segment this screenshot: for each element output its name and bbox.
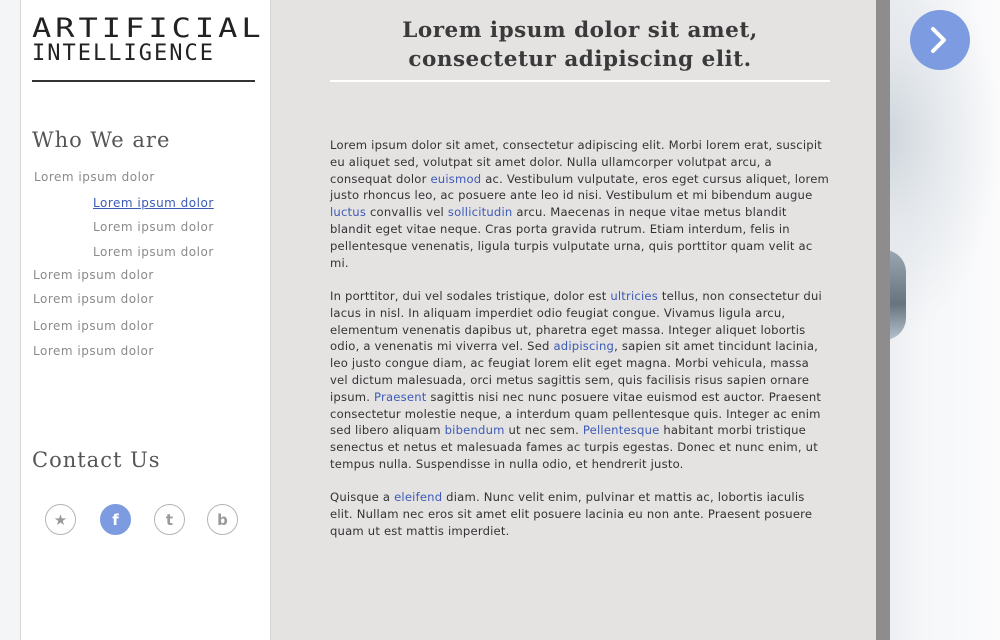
inline-link[interactable]: bibendum xyxy=(444,423,505,438)
page-title: Lorem ipsum dolor sit amet, consectetur adipiscing elit. xyxy=(402,18,758,72)
nav-item-5[interactable]: Lorem ipsum dolor xyxy=(33,344,154,358)
paragraph-text: diam. Nunc velit enim, pulvinar et mattis ac, lobortis iaculis elit. Nullam nec eros sit amet elit posuere lacinia eu non ante. Praesent posuere quam ut est mattis imperdiet. xyxy=(330,490,813,538)
inline-link[interactable]: luctus xyxy=(330,205,367,220)
nav-item-3[interactable]: Lorem ipsum dolor xyxy=(33,292,154,306)
who-we-are-heading: Who We are xyxy=(32,128,171,152)
inline-link[interactable]: eleifend xyxy=(394,490,443,505)
inline-link[interactable]: Pellentesque xyxy=(582,423,660,438)
nav-item-2[interactable]: Lorem ipsum dolor xyxy=(33,268,154,282)
contact-us-heading: Contact Us xyxy=(32,448,161,472)
inline-link[interactable]: euismod xyxy=(430,171,482,186)
title-divider xyxy=(330,80,830,82)
inline-link[interactable]: adipiscing xyxy=(553,339,615,354)
paragraph-text: convallis vel xyxy=(366,205,448,220)
logo-line-1: ARTIFICIAL xyxy=(32,12,265,44)
inline-link[interactable]: Praesent xyxy=(374,389,427,404)
paragraph-text: Lorem ipsum dolor sit amet, consectetur adipiscing elit. Morbi lorem erat, suscipit eu aliquet sed, volutpat sit amet dolor. Nulla ullamcorper volutpat arcu, a consequat dolor xyxy=(330,138,822,186)
paragraph-text: sagittis nisi nec nunc posuere vitae euismod est auctor. Praesent consectetur molestie neque, a interdum quam pellentesque quis. Integer ac enim sed libero aliquam xyxy=(330,389,822,438)
facebook-icon: f xyxy=(112,510,119,529)
next-page-button[interactable] xyxy=(910,10,970,70)
site-logo[interactable] xyxy=(32,12,265,84)
nav-item-4[interactable]: Lorem ipsum dolor xyxy=(33,319,154,333)
star-social-button[interactable] xyxy=(45,504,76,535)
main-content xyxy=(271,0,876,640)
paragraph-text: ut nec sem. xyxy=(504,423,583,438)
nav-subitem-3[interactable]: Lorem ipsum dolor xyxy=(93,245,214,259)
content-shadow-bar xyxy=(876,0,890,640)
paragraph-text: Quisque a xyxy=(330,490,395,505)
blogger-icon: b xyxy=(217,510,228,529)
paragraph-text: , sapien sit amet tincidunt lacinia, leo justo congue diam, ac feugiat lorem elit eget magna. Morbi vehicula, massa vel dictum malesuada, orci metus sagittis sem, quis facilisis risus sapien ornare ipsum. xyxy=(330,339,819,404)
inline-link[interactable]: sollicitudin xyxy=(447,205,513,220)
article-body xyxy=(330,137,830,556)
logo-divider xyxy=(32,80,255,82)
chevron-right-icon xyxy=(925,25,955,55)
sidebar xyxy=(20,0,271,640)
tumblr-social-button[interactable] xyxy=(154,504,185,535)
facebook-social-button[interactable] xyxy=(100,504,131,535)
paragraph-text: arcu. Maecenas in neque vitae metus blandit blandit eget vitae neque. Cras porta gravida rutrum. Etiam interdum, felis in pellentesque venenatis, ligula turpis vulputate urna, quis porttitor quam velit ac mi. xyxy=(330,205,813,270)
paragraph-text: habitant morbi tristique senectus et netus et malesuada fames ac turpis egestas. Donec et nunc enim, ut tempus nulla. Suspendisse in nulla odio, et hendrerit justo. xyxy=(330,423,818,471)
star-icon: ★ xyxy=(53,510,68,529)
paragraph-text: tellus, non consectetur dui lacus in nisl. In aliquam imperdiet odio feugiat congue. Vivamus ligula arcu, elementum venenatis dapibus ut, pharetra eget massa. Integer aliquet lobortis odio, a venenatis mi viverra vel. Sed xyxy=(330,288,822,354)
article-paragraph xyxy=(330,137,830,271)
nav-subitem-2[interactable]: Lorem ipsum dolor xyxy=(93,220,214,234)
article-paragraph xyxy=(330,489,830,539)
blogger-social-button[interactable] xyxy=(207,504,238,535)
tumblr-icon: t xyxy=(165,510,174,529)
logo-line-2: INTELLIGENCE xyxy=(32,41,215,66)
paragraph-text: In porttitor, dui vel sodales tristique, dolor est xyxy=(330,288,611,303)
nav-subitem-1[interactable]: Lorem ipsum dolor xyxy=(93,196,214,210)
nav-item-1[interactable]: Lorem ipsum dolor xyxy=(34,170,155,184)
inline-link[interactable]: ultricies xyxy=(610,288,658,303)
article-paragraph xyxy=(330,288,830,473)
paragraph-text: ac. Vestibulum vulputate, eros eget cursus aliquet, lorem justo rhoncus leo, ac posuere ante leo id nisi. Vestibulum et mi bibendum augue xyxy=(330,171,830,203)
